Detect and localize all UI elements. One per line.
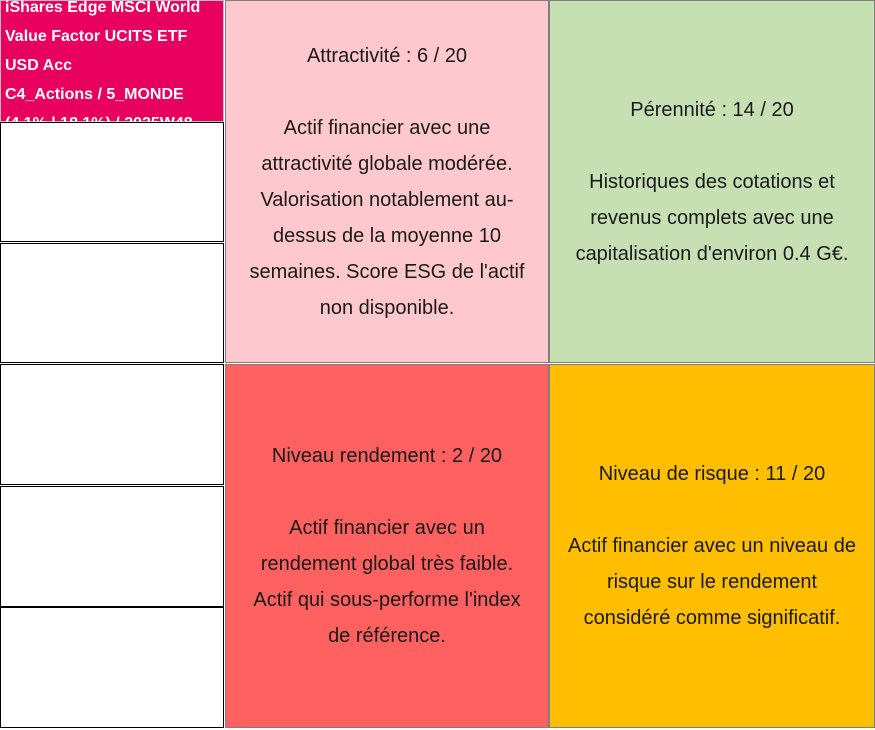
empty-cell-2[interactable] bbox=[0, 243, 224, 363]
attractivite-panel bbox=[225, 0, 549, 363]
asset-name-line-2: Value Factor UCITS ETF bbox=[5, 28, 188, 45]
asset-name-line-1: iShares Edge MSCI World bbox=[5, 0, 201, 16]
perennite-panel bbox=[549, 0, 875, 363]
empty-cell-1[interactable] bbox=[0, 122, 224, 242]
risque-description: Actif financier avec un niveau de risque sur le rendement considéré comme significatif. bbox=[568, 535, 856, 629]
attractivite-score-title: Attractivité : 6 / 20 bbox=[306, 44, 468, 67]
asset-header-lines bbox=[5, 0, 200, 138]
empty-cell-4[interactable] bbox=[0, 486, 224, 607]
attractivite-description: Actif financier avec une attractivité globale modérée. Valorisation notablement au- dessus de la moyenne 10 semaines. Score ESG de l'actif non disponible. bbox=[249, 116, 525, 319]
empty-cell-5[interactable] bbox=[0, 607, 224, 728]
risque-score-title: Niveau de risque : 11 / 20 bbox=[598, 463, 826, 485]
asset-name-line-3: USD Acc bbox=[5, 57, 72, 74]
empty-cell-3[interactable] bbox=[0, 364, 224, 485]
rendement-score-title: Niveau rendement : 2 / 20 bbox=[271, 445, 503, 467]
asset-category-line: C4_Actions / 5_MONDE bbox=[5, 86, 184, 103]
perennite-score-title: Pérennité : 14 / 20 bbox=[630, 98, 794, 121]
rendement-panel bbox=[225, 364, 549, 728]
risque-panel bbox=[549, 364, 875, 728]
rendement-description: Actif financier avec un rendement global très faible. Actif qui sous-performe l'index de référence. bbox=[253, 517, 521, 647]
asset-header-cell bbox=[0, 0, 224, 122]
perennite-description: Historiques des cotations et revenus complets avec une capitalisation d'environ 0.4 G€. bbox=[575, 170, 849, 265]
